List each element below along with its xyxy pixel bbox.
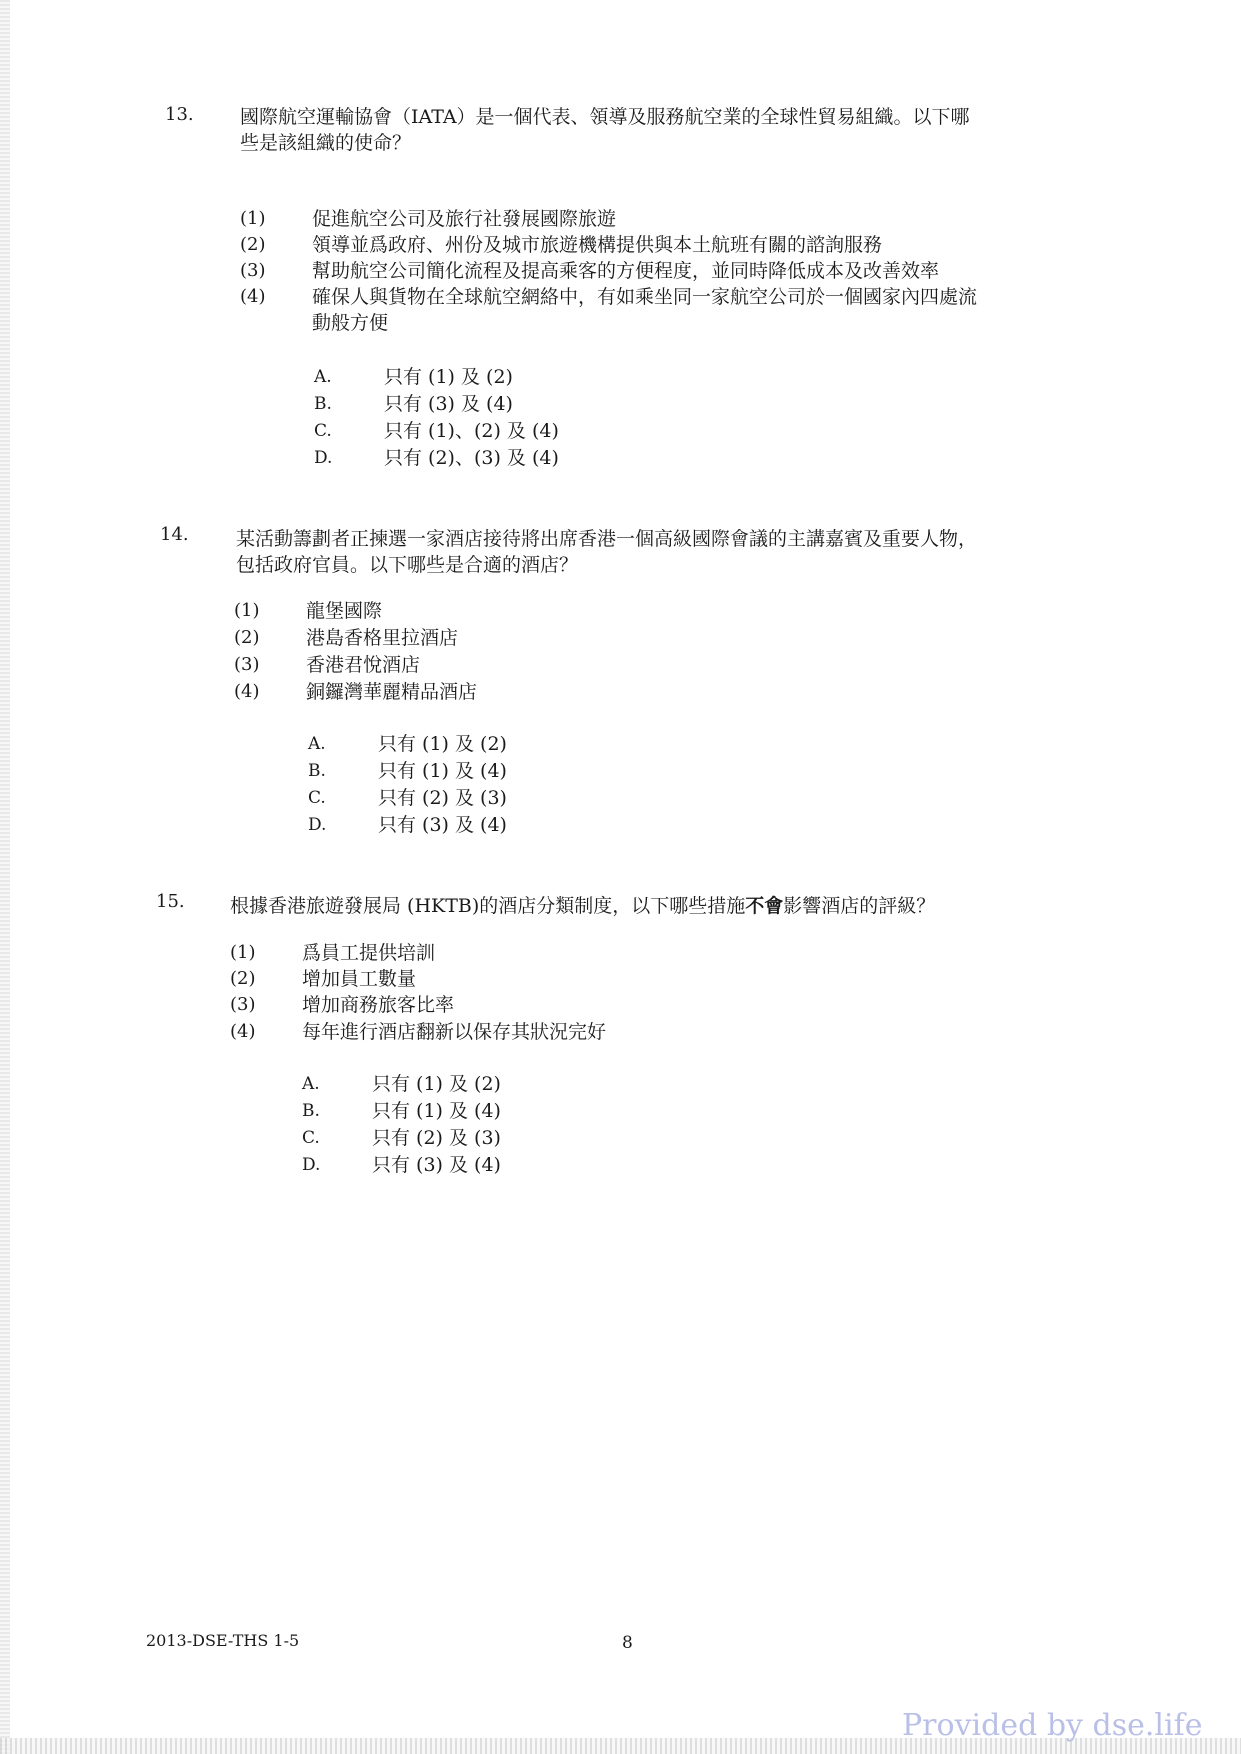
statement-text — [312, 258, 1132, 284]
option-letter: C. — [314, 421, 332, 441]
question-text-line: 某活動籌劃者正揀選一家酒店接待將出席香港一個高級國際會議的主講嘉賓及重要人物， — [236, 528, 978, 550]
option-text: 只有 (2) 及 (3) — [378, 787, 507, 809]
statement-text — [306, 679, 1126, 705]
option-letter: B. — [308, 761, 326, 781]
question-text-part: 根據香港旅遊發展局 (HKTB)的酒店分類制度，以下哪些措施 — [230, 895, 746, 917]
statement-line: 每年進行酒店翻新以保存其狀況完好 — [302, 1021, 607, 1043]
statement-line: 增加員工數量 — [302, 968, 417, 990]
statement-text — [306, 652, 1126, 678]
question-text-line: 包括政府官員。以下哪些是合適的酒店？ — [236, 554, 579, 576]
scan-edge-left — [0, 0, 10, 1754]
statement-number: (3) — [230, 994, 256, 1015]
question-text-part: 影響酒店的評級？ — [783, 895, 936, 917]
statement-line: 爲員工提供培訓 — [302, 942, 436, 964]
option-text: 只有 (3) 及 (4) — [372, 1154, 501, 1176]
question-text — [236, 526, 1126, 578]
statement-line: 銅鑼灣華麗精品酒店 — [306, 681, 478, 703]
question-text-line: 國際航空運輸協會（IATA）是一個代表、領導及服務航空業的全球性貿易組織。以下哪 — [240, 106, 970, 128]
option-text: 只有 (2)、(3) 及 (4) — [384, 447, 559, 469]
statement-line: 促進航空公司及旅行社發展國際旅遊 — [312, 208, 617, 230]
statement-line: 增加商務旅客比率 — [302, 994, 455, 1016]
statement-text — [312, 284, 1132, 336]
statement-number: (1) — [230, 942, 256, 963]
statement-number: (1) — [234, 600, 260, 621]
option-letter: D. — [314, 448, 333, 468]
statement-number: (2) — [234, 627, 260, 648]
statement-text — [306, 625, 1126, 651]
option-letter: A. — [302, 1074, 320, 1094]
statement-number: (4) — [230, 1021, 256, 1042]
question-text — [230, 893, 1120, 919]
statement-text — [302, 992, 1122, 1018]
option-text: 只有 (2) 及 (3) — [372, 1127, 501, 1149]
statement-text — [302, 940, 1122, 966]
statement-text — [302, 966, 1122, 992]
option-text: 只有 (3) 及 (4) — [378, 814, 507, 836]
option-text: 只有 (3) 及 (4) — [384, 393, 513, 415]
watermark: Provided by dse.life — [902, 1708, 1203, 1743]
statement-number: (1) — [240, 208, 266, 229]
statement-text — [306, 598, 1126, 624]
option-letter: A. — [308, 734, 326, 754]
statement-line: 幫助航空公司簡化流程及提高乘客的方便程度，並同時降低成本及改善效率 — [312, 260, 940, 282]
option-text: 只有 (1) 及 (2) — [378, 733, 507, 755]
statement-line: 龍堡國際 — [306, 600, 383, 622]
statement-line: 動般方便 — [312, 312, 389, 334]
option-text: 只有 (1)、(2) 及 (4) — [384, 420, 559, 442]
option-text: 只有 (1) 及 (2) — [384, 366, 513, 388]
option-text: 只有 (1) 及 (4) — [372, 1100, 501, 1122]
question-number: 15. — [156, 891, 185, 912]
statement-line: 確保人與貨物在全球航空網絡中，有如乘坐同一家航空公司於一個國家內四處流 — [312, 286, 978, 308]
option-letter: B. — [314, 394, 332, 414]
paper-code: 2013-DSE-THS 1-5 — [146, 1631, 300, 1650]
option-text: 只有 (1) 及 (2) — [372, 1073, 501, 1095]
option-letter: B. — [302, 1101, 320, 1121]
statement-text — [312, 206, 1132, 232]
question-text-line: 些是該組織的使命？ — [240, 132, 412, 154]
statement-number: (3) — [240, 260, 266, 281]
question-number: 14. — [160, 524, 189, 545]
statement-number: (4) — [240, 286, 266, 307]
option-letter: C. — [302, 1128, 320, 1148]
question-text — [240, 104, 1130, 156]
option-letter: D. — [308, 815, 327, 835]
statement-number: (3) — [234, 654, 260, 675]
statement-number: (2) — [230, 968, 256, 989]
option-letter: D. — [302, 1155, 321, 1175]
page-number: 8 — [622, 1633, 633, 1653]
emphasis-text: 不會 — [745, 895, 784, 917]
statement-number: (4) — [234, 681, 260, 702]
option-text: 只有 (1) 及 (4) — [378, 760, 507, 782]
statement-text — [312, 232, 1132, 258]
statement-text — [302, 1019, 1122, 1045]
statement-number: (2) — [240, 234, 266, 255]
question-number: 13. — [165, 104, 194, 125]
statement-line: 港島香格里拉酒店 — [306, 627, 459, 649]
statement-line: 香港君悅酒店 — [306, 654, 421, 676]
statement-line: 領導並爲政府、州份及城市旅遊機構提供與本土航班有關的諮詢服務 — [312, 234, 883, 256]
option-letter: A. — [314, 367, 332, 387]
option-letter: C. — [308, 788, 326, 808]
